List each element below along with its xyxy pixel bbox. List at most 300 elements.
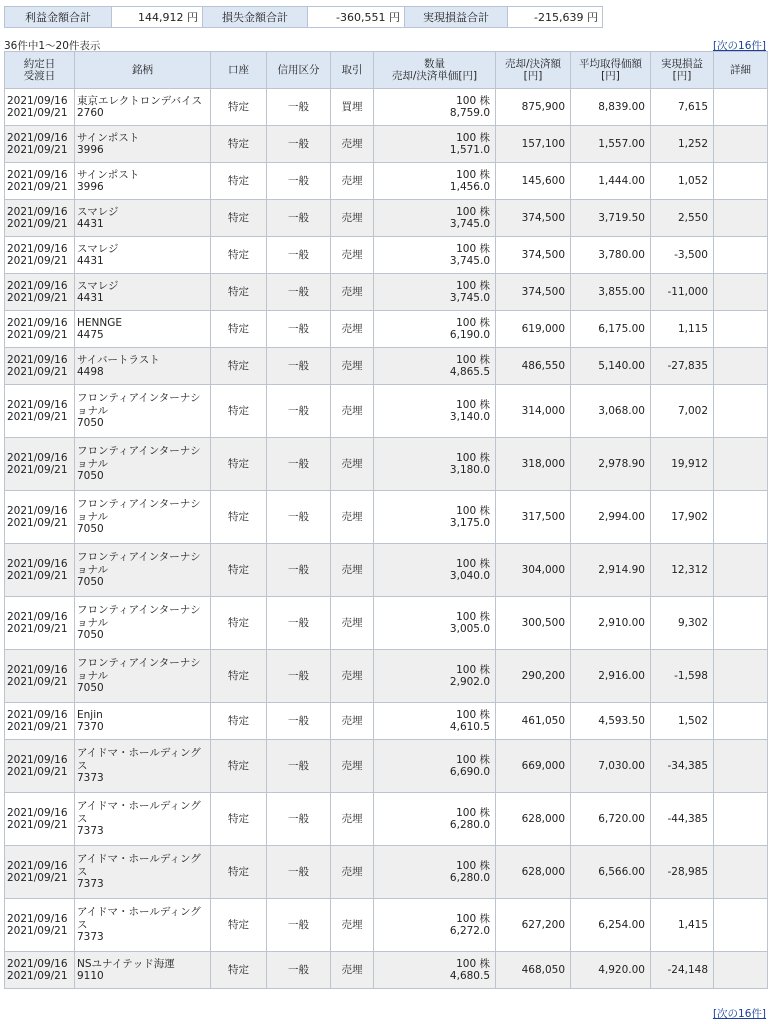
account-type: 特定 (211, 793, 267, 846)
settlement-date: 2021/09/21 (7, 329, 68, 341)
stock-name: ス (77, 865, 88, 878)
stock-name: ョナル (77, 404, 108, 417)
table-row (5, 491, 768, 544)
stock-name-cell (75, 200, 211, 237)
realized-pl: -34,385 (651, 740, 714, 793)
stock-code: 7373 (77, 878, 104, 891)
quantity: 100 株 (456, 205, 490, 218)
quantity: 100 株 (456, 708, 490, 721)
account-type: 特定 (211, 385, 267, 438)
trade-type: 売埋 (331, 348, 374, 385)
trade-type: 売埋 (331, 650, 374, 703)
trade-date: 2021/09/16 (7, 398, 68, 411)
stock-name: サインポスト (77, 131, 140, 144)
avg-cost: 3,855.00 (571, 274, 651, 311)
stock-name-cell (75, 952, 211, 989)
stock-name-cell (75, 385, 211, 438)
trade-date: 2021/09/16 (7, 753, 68, 766)
settlement-date: 2021/09/21 (7, 255, 68, 267)
realized-pl: 1,415 (651, 899, 714, 952)
avg-cost: 7,030.00 (571, 740, 651, 793)
settlement-price: 1,571.0 (449, 144, 490, 156)
trade-date: 2021/09/16 (7, 168, 68, 181)
realized-pl: -3,500 (651, 237, 714, 274)
avg-cost: 2,910.00 (571, 597, 651, 650)
detail-cell (714, 491, 768, 544)
stock-name: アイドマ・ホールディング (77, 800, 201, 813)
trade-type: 売埋 (331, 952, 374, 989)
avg-cost: 3,780.00 (571, 237, 651, 274)
settlement-amount: 374,500 (496, 200, 571, 237)
trade-history-table (4, 51, 768, 989)
stock-name: ス (77, 759, 88, 772)
quantity-price-cell (374, 544, 496, 597)
credit-type: 一般 (267, 740, 331, 793)
settlement-date: 2021/09/21 (7, 570, 68, 582)
avg-cost: 6,566.00 (571, 846, 651, 899)
trade-date-cell (5, 200, 75, 237)
quantity: 100 株 (456, 504, 490, 517)
quantity-price-cell (374, 274, 496, 311)
settlement-date: 2021/09/21 (7, 623, 68, 635)
table-row (5, 385, 768, 438)
trade-date: 2021/09/16 (7, 912, 68, 925)
summary-table (4, 6, 603, 28)
realized-pl: -44,385 (651, 793, 714, 846)
table-row (5, 348, 768, 385)
stock-name: スマレジ (77, 242, 119, 255)
account-type: 特定 (211, 597, 267, 650)
quantity: 100 株 (456, 353, 490, 366)
credit-type: 一般 (267, 348, 331, 385)
trade-date: 2021/09/16 (7, 353, 68, 366)
credit-type: 一般 (267, 274, 331, 311)
table-row (5, 740, 768, 793)
account-type: 特定 (211, 899, 267, 952)
loss-total-label: 損失金額合計 (203, 7, 308, 28)
trade-date: 2021/09/16 (7, 610, 68, 623)
header-trade-type: 取引 (331, 52, 374, 89)
trade-date: 2021/09/16 (7, 451, 68, 464)
realized-pl: -24,148 (651, 952, 714, 989)
detail-cell (714, 703, 768, 740)
trade-type: 売埋 (331, 163, 374, 200)
quantity: 100 株 (456, 610, 490, 623)
table-row (5, 793, 768, 846)
detail-cell (714, 438, 768, 491)
detail-cell (714, 89, 768, 126)
stock-code: 7373 (77, 772, 104, 785)
table-row (5, 597, 768, 650)
stock-code: 3996 (77, 181, 104, 193)
credit-type: 一般 (267, 163, 331, 200)
realized-pl: -27,835 (651, 348, 714, 385)
stock-name: ョナル (77, 669, 108, 682)
settlement-date: 2021/09/21 (7, 366, 68, 378)
quantity-price-cell (374, 740, 496, 793)
detail-cell (714, 597, 768, 650)
stock-name-cell (75, 740, 211, 793)
quantity-price-cell (374, 311, 496, 348)
detail-cell (714, 237, 768, 274)
table-row (5, 311, 768, 348)
quantity: 100 株 (456, 242, 490, 255)
trade-type: 買埋 (331, 89, 374, 126)
quantity-price-cell (374, 952, 496, 989)
stock-name: フロンティアインターナシ (77, 657, 201, 670)
trade-type: 売埋 (331, 793, 374, 846)
stock-code: 7050 (77, 576, 104, 589)
settlement-date: 2021/09/21 (7, 464, 68, 476)
settlement-price: 4,865.5 (449, 366, 490, 378)
detail-cell (714, 274, 768, 311)
settlement-amount: 374,500 (496, 237, 571, 274)
profit-total-label: 利益金額合計 (5, 7, 112, 28)
account-type: 特定 (211, 274, 267, 311)
stock-code: 7050 (77, 682, 104, 695)
stock-name-cell (75, 544, 211, 597)
stock-name-cell (75, 597, 211, 650)
stock-name: フロンティアインターナシ (77, 392, 201, 405)
trade-type: 売埋 (331, 491, 374, 544)
stock-name: スマレジ (77, 205, 119, 218)
settlement-date: 2021/09/21 (7, 218, 68, 230)
stock-name: ョナル (77, 457, 108, 470)
stock-name-cell (75, 348, 211, 385)
table-row (5, 200, 768, 237)
settlement-price: 3,005.0 (449, 623, 490, 635)
credit-type: 一般 (267, 703, 331, 740)
stock-name: フロンティアインターナシ (77, 445, 201, 458)
stock-code: 7050 (77, 417, 104, 430)
stock-name-cell (75, 650, 211, 703)
stock-name-cell (75, 438, 211, 491)
trade-date: 2021/09/16 (7, 806, 68, 819)
stock-name-cell (75, 491, 211, 544)
settlement-date: 2021/09/21 (7, 721, 68, 733)
realized-pl: -11,000 (651, 274, 714, 311)
quantity-price-cell (374, 650, 496, 703)
avg-cost: 2,916.00 (571, 650, 651, 703)
settlement-amount: 145,600 (496, 163, 571, 200)
settlement-amount: 318,000 (496, 438, 571, 491)
trade-date-cell (5, 348, 75, 385)
header-amount: 売却/決済額 [円] (496, 52, 571, 89)
trade-date: 2021/09/16 (7, 242, 68, 255)
detail-cell (714, 544, 768, 597)
table-header-row (5, 52, 768, 89)
settlement-date: 2021/09/21 (7, 819, 68, 831)
header-avg-cost: 平均取得価額 [円] (571, 52, 651, 89)
stock-code: 7370 (77, 721, 104, 733)
detail-cell (714, 650, 768, 703)
settlement-price: 3,745.0 (449, 292, 490, 304)
stock-name-cell (75, 899, 211, 952)
settlement-date: 2021/09/21 (7, 292, 68, 304)
trade-type: 売埋 (331, 126, 374, 163)
trade-date-cell (5, 163, 75, 200)
trade-type: 売埋 (331, 740, 374, 793)
trade-date: 2021/09/16 (7, 504, 68, 517)
trade-type: 売埋 (331, 703, 374, 740)
realized-pl: 7,002 (651, 385, 714, 438)
avg-cost: 3,068.00 (571, 385, 651, 438)
trade-date: 2021/09/16 (7, 205, 68, 218)
settlement-amount: 317,500 (496, 491, 571, 544)
stock-name: ョナル (77, 510, 108, 523)
settlement-date: 2021/09/21 (7, 872, 68, 884)
trade-date-cell (5, 740, 75, 793)
account-type: 特定 (211, 126, 267, 163)
detail-cell (714, 952, 768, 989)
account-type: 特定 (211, 348, 267, 385)
settlement-amount: 627,200 (496, 899, 571, 952)
quantity-price-cell (374, 793, 496, 846)
trade-date-cell (5, 650, 75, 703)
stock-code: 7050 (77, 523, 104, 536)
settlement-amount: 628,000 (496, 793, 571, 846)
account-type: 特定 (211, 846, 267, 899)
stock-code: 9110 (77, 970, 104, 982)
settlement-amount: 300,500 (496, 597, 571, 650)
detail-cell (714, 163, 768, 200)
quantity: 100 株 (456, 398, 490, 411)
settlement-price: 3,040.0 (449, 570, 490, 582)
trade-date-cell (5, 311, 75, 348)
stock-name: スマレジ (77, 279, 119, 292)
quantity-price-cell (374, 846, 496, 899)
stock-name: フロンティアインターナシ (77, 604, 201, 617)
stock-name-cell (75, 237, 211, 274)
trade-date: 2021/09/16 (7, 131, 68, 144)
stock-name: ョナル (77, 616, 108, 629)
credit-type: 一般 (267, 385, 331, 438)
stock-code: 7373 (77, 931, 104, 944)
trade-type: 売埋 (331, 274, 374, 311)
avg-cost: 2,914.90 (571, 544, 651, 597)
credit-type: 一般 (267, 952, 331, 989)
table-row (5, 163, 768, 200)
table-row (5, 846, 768, 899)
quantity: 100 株 (456, 451, 490, 464)
quantity-price-cell (374, 237, 496, 274)
quantity: 100 株 (456, 168, 490, 181)
header-realized-pl: 実現損益 [円] (651, 52, 714, 89)
stock-code: 4431 (77, 292, 104, 304)
settlement-date: 2021/09/21 (7, 144, 68, 156)
credit-type: 一般 (267, 311, 331, 348)
settlement-amount: 304,000 (496, 544, 571, 597)
settlement-amount: 461,050 (496, 703, 571, 740)
stock-name: 東京エレクトロンデバイス (77, 94, 203, 107)
settlement-price: 1,456.0 (449, 181, 490, 193)
realized-pl: 19,912 (651, 438, 714, 491)
settlement-price: 8,759.0 (449, 107, 490, 119)
result-count: 36件中1～20件表示 (4, 40, 101, 52)
settlement-date: 2021/09/21 (7, 107, 68, 119)
settlement-price: 6,190.0 (449, 329, 490, 341)
settlement-date: 2021/09/21 (7, 766, 68, 778)
realized-pl: 9,302 (651, 597, 714, 650)
avg-cost: 6,254.00 (571, 899, 651, 952)
credit-type: 一般 (267, 200, 331, 237)
trade-date: 2021/09/16 (7, 859, 68, 872)
credit-type: 一般 (267, 597, 331, 650)
account-type: 特定 (211, 438, 267, 491)
stock-name: フロンティアインターナシ (77, 551, 201, 564)
trade-date: 2021/09/16 (7, 663, 68, 676)
header-account: 口座 (211, 52, 267, 89)
stock-name-cell (75, 126, 211, 163)
realized-pl: 2,550 (651, 200, 714, 237)
stock-name-cell (75, 163, 211, 200)
credit-type: 一般 (267, 846, 331, 899)
detail-cell (714, 126, 768, 163)
quantity-price-cell (374, 200, 496, 237)
credit-type: 一般 (267, 491, 331, 544)
account-type: 特定 (211, 311, 267, 348)
trade-type: 売埋 (331, 311, 374, 348)
trade-date: 2021/09/16 (7, 94, 68, 107)
trade-date: 2021/09/16 (7, 708, 68, 721)
credit-type: 一般 (267, 89, 331, 126)
avg-cost: 8,839.00 (571, 89, 651, 126)
account-type: 特定 (211, 163, 267, 200)
table-row (5, 544, 768, 597)
stock-code: 4431 (77, 255, 104, 267)
stock-code: 3996 (77, 144, 104, 156)
avg-cost: 1,557.00 (571, 126, 651, 163)
detail-cell (714, 348, 768, 385)
realized-pl: 1,502 (651, 703, 714, 740)
trade-type: 売埋 (331, 438, 374, 491)
account-type: 特定 (211, 237, 267, 274)
trade-type: 売埋 (331, 237, 374, 274)
settlement-amount: 875,900 (496, 89, 571, 126)
trade-type: 売埋 (331, 200, 374, 237)
settlement-amount: 468,050 (496, 952, 571, 989)
stock-code: 7373 (77, 825, 104, 838)
quantity: 100 株 (456, 279, 490, 292)
trade-type: 売埋 (331, 544, 374, 597)
stock-name: アイドマ・ホールディング (77, 853, 201, 866)
next-page-link-bottom[interactable]: [次の16件] (712, 1008, 766, 1020)
settlement-amount: 374,500 (496, 274, 571, 311)
realized-pl: 1,115 (651, 311, 714, 348)
trade-date-cell (5, 274, 75, 311)
credit-type: 一般 (267, 650, 331, 703)
stock-code: 7050 (77, 629, 104, 642)
quantity-price-cell (374, 348, 496, 385)
table-row (5, 237, 768, 274)
settlement-date: 2021/09/21 (7, 411, 68, 423)
detail-cell (714, 793, 768, 846)
quantity-price-cell (374, 597, 496, 650)
settlement-date: 2021/09/21 (7, 970, 68, 982)
table-row (5, 650, 768, 703)
account-type: 特定 (211, 89, 267, 126)
credit-type: 一般 (267, 793, 331, 846)
stock-name-cell (75, 311, 211, 348)
stock-name: Enjin (77, 708, 103, 721)
detail-cell (714, 740, 768, 793)
settlement-date: 2021/09/21 (7, 925, 68, 937)
trade-date-cell (5, 846, 75, 899)
trade-date-cell (5, 385, 75, 438)
stock-name: ス (77, 918, 88, 931)
credit-type: 一般 (267, 544, 331, 597)
quantity-price-cell (374, 163, 496, 200)
stock-name: NSユナイテッド海運 (77, 957, 175, 970)
trade-date: 2021/09/16 (7, 316, 68, 329)
realized-pl: 1,052 (651, 163, 714, 200)
quantity-price-cell (374, 703, 496, 740)
detail-cell (714, 200, 768, 237)
quantity-price-cell (374, 491, 496, 544)
stock-code: 4431 (77, 218, 104, 230)
stock-name: アイドマ・ホールディング (77, 747, 201, 760)
account-type: 特定 (211, 650, 267, 703)
stock-name: サイバートラスト (77, 353, 160, 366)
settlement-amount: 157,100 (496, 126, 571, 163)
quantity: 100 株 (456, 859, 490, 872)
realized-pl: 1,252 (651, 126, 714, 163)
account-type: 特定 (211, 703, 267, 740)
quantity-price-cell (374, 89, 496, 126)
realized-total-label: 実現損益合計 (405, 7, 508, 28)
detail-cell (714, 846, 768, 899)
trade-type: 売埋 (331, 899, 374, 952)
account-type: 特定 (211, 740, 267, 793)
quantity: 100 株 (456, 663, 490, 676)
settlement-price: 3,745.0 (449, 255, 490, 267)
trade-date-cell (5, 89, 75, 126)
realized-total-value: -215,639 円 (508, 7, 603, 28)
trade-date-cell (5, 793, 75, 846)
header-credit-type: 信用区分 (267, 52, 331, 89)
quantity: 100 株 (456, 806, 490, 819)
profit-total-value: 144,912 円 (112, 7, 203, 28)
detail-cell (714, 385, 768, 438)
quantity-price-cell (374, 899, 496, 952)
avg-cost: 3,719.50 (571, 200, 651, 237)
avg-cost: 2,994.00 (571, 491, 651, 544)
account-type: 特定 (211, 952, 267, 989)
realized-pl: -1,598 (651, 650, 714, 703)
trade-type: 売埋 (331, 385, 374, 438)
settlement-amount: 314,000 (496, 385, 571, 438)
trade-date: 2021/09/16 (7, 279, 68, 292)
settlement-price: 3,180.0 (449, 464, 490, 476)
trade-type: 売埋 (331, 597, 374, 650)
header-detail: 詳細 (714, 52, 768, 89)
header-date: 約定日 受渡日 (5, 52, 75, 89)
stock-name-cell (75, 793, 211, 846)
next-page-link-top[interactable]: [次の16件] (712, 40, 766, 52)
credit-type: 一般 (267, 899, 331, 952)
stock-name: ス (77, 812, 88, 825)
settlement-price: 4,610.5 (449, 721, 490, 733)
stock-name: アイドマ・ホールディング (77, 906, 201, 919)
header-quantity: 数量 売却/決済単価[円] (374, 52, 496, 89)
quantity-price-cell (374, 385, 496, 438)
settlement-date: 2021/09/21 (7, 676, 68, 688)
trade-date-cell (5, 899, 75, 952)
avg-cost: 1,444.00 (571, 163, 651, 200)
table-row (5, 89, 768, 126)
avg-cost: 4,920.00 (571, 952, 651, 989)
settlement-price: 3,140.0 (449, 411, 490, 423)
